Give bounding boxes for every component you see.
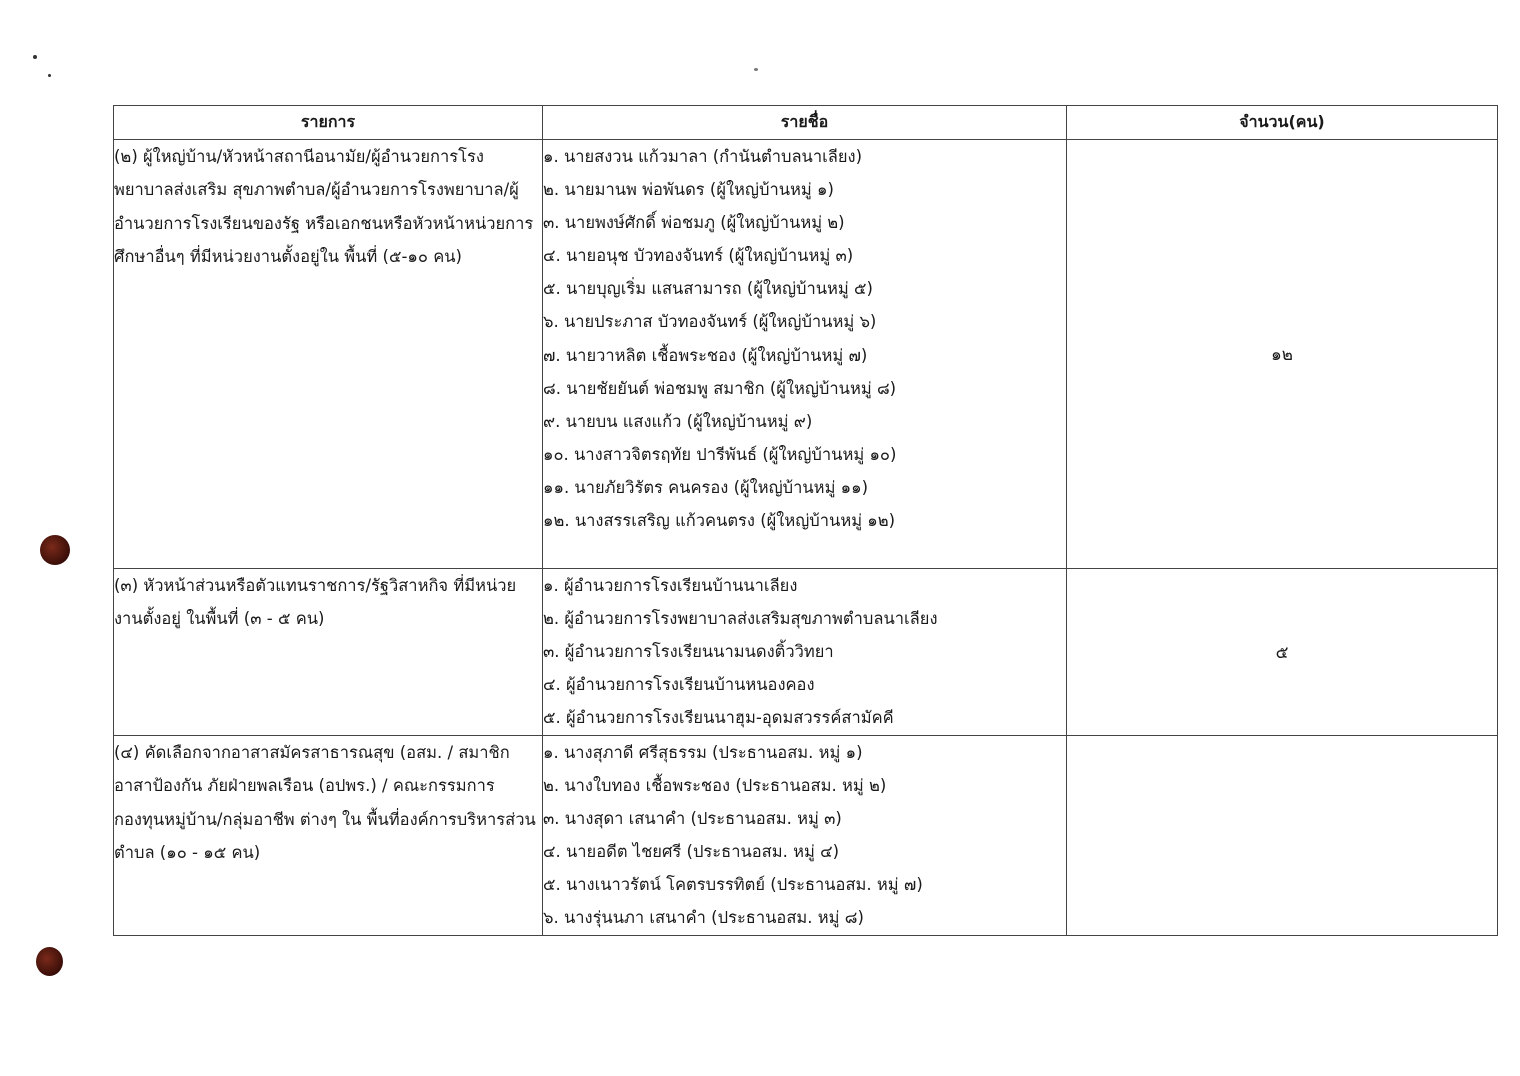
committee-table <box>113 105 1498 936</box>
row-count: ๑๒ <box>1067 140 1498 569</box>
name-item: ๑. นางสุภาดี ศรีสุธรรม (ประธานอสม. หมู่ ๑) <box>543 743 863 762</box>
row-names <box>543 140 1067 569</box>
header-items: รายการ <box>114 106 543 140</box>
name-item: ๓. นางสุดา เสนาคำ (ประธานอสม. หมู่ ๓) <box>543 809 842 829</box>
name-item: ๒. นางใบทอง เชื้อพระชอง (ประธานอสม. หมู่ ๒) <box>543 776 887 796</box>
row-category: (๔) คัดเลือกจากอาสาสมัครสาธารณสุข (อสม. / สมาชิกอาสาป้องกัน ภัยฝ่ายพลเรือน (อปพร.) / คณะกรรมการกองทุนหมู่บ้าน/กลุ่มอาชีพ ต่างๆ ใน พื้นที่องค์การบริหารส่วนตำบล (๑๐ - ๑๕ คน) <box>114 736 543 936</box>
name-item: ๘. นายชัยยันต์ พ่อชมพู สมาชิก (ผู้ใหญ่บ้านหมู่ ๘) <box>543 378 897 398</box>
name-item: ๑. นายสงวน แก้วมาลา (กำนันตำบลนาเลียง) <box>543 147 863 166</box>
table-header-row <box>114 106 1498 140</box>
name-item: ๑. ผู้อำนวยการโรงเรียนบ้านนาเลียง <box>543 576 798 595</box>
scan-speck <box>48 74 51 77</box>
name-item: ๑๒. นางสรรเสริญ แก้วคนตรง (ผู้ใหญ่บ้านหมู่ ๑๒) <box>543 511 896 531</box>
table-row <box>114 569 1498 736</box>
row-names <box>543 736 1067 936</box>
name-item: ๔. นายอดีต ไชยศรี (ประธานอสม. หมู่ ๔) <box>543 842 840 862</box>
name-item: ๗. นายวาหลิต เชื้อพระชอง (ผู้ใหญ่บ้านหมู่ ๗) <box>543 345 868 365</box>
scan-speck <box>33 55 37 59</box>
row-count: ๕ <box>1067 569 1498 736</box>
header-count: จำนวน(คน) <box>1067 106 1498 140</box>
name-item: ๑๑. นายภัยวิรัตร คนครอง (ผู้ใหญ่บ้านหมู่ ๑๑) <box>543 477 869 497</box>
table-row <box>114 140 1498 569</box>
row-names <box>543 569 1067 736</box>
name-item: ๒. ผู้อำนวยการโรงพยาบาลส่งเสริมสุขภาพตำบลนาเลียง <box>543 609 938 629</box>
name-item: ๕. นายบุญเริ่ม แสนสามารถ (ผู้ใหญ่บ้านหมู่ ๕) <box>543 279 873 299</box>
row-category: (๒) ผู้ใหญ่บ้าน/หัวหน้าสถานีอนามัย/ผู้อำนวยการโรงพยาบาลส่งเสริม สุขภาพตำบล/ผู้อำนวยการโรงพยาบาล/ผู้อำนวยการโรงเรียนของรัฐ หรือเอกชนหรือหัวหน้าหน่วยการศึกษาอื่นๆ ที่มีหน่วยงานตั้งอยู่ใน พื้นที่ (๕-๑๐ คน) <box>114 140 543 569</box>
punch-hole <box>36 947 63 976</box>
name-item: ๕. ผู้อำนวยการโรงเรียนนาฮุม-อุดมสวรรค์สามัคคี <box>543 708 894 728</box>
name-item: ๙. นายบน แสงแก้ว (ผู้ใหญ่บ้านหมู่ ๙) <box>543 411 813 431</box>
name-item: ๕. นางเนาวรัตน์ โคตรบรรทิตย์ (ประธานอสม. หมู่ ๗) <box>543 875 923 895</box>
name-item: ๑๐. นางสาวจิตรฤทัย ปารีพันธ์ (ผู้ใหญ่บ้านหมู่ ๑๐) <box>543 444 897 464</box>
name-item: ๓. ผู้อำนวยการโรงเรียนนามนดงติ้ววิทยา <box>543 642 834 662</box>
row-category: (๓) หัวหน้าส่วนหรือตัวแทนราชการ/รัฐวิสาหกิจ ที่มีหน่วยงานตั้งอยู่ ในพื้นที่ (๓ - ๕ คน) <box>114 569 543 736</box>
row-count <box>1067 736 1498 936</box>
punch-hole <box>40 535 70 565</box>
table-row <box>114 736 1498 936</box>
name-item: ๔. นายอนุช บัวทองจันทร์ (ผู้ใหญ่บ้านหมู่ ๓) <box>543 246 854 266</box>
scan-speck <box>754 68 758 71</box>
name-item: ๖. นางรุ่นนภา เสนาคำ (ประธานอสม. หมู่ ๘) <box>543 908 864 928</box>
name-item: ๖. นายประภาส บัวทองจันทร์ (ผู้ใหญ่บ้านหมู่ ๖) <box>543 312 877 332</box>
name-item: ๓. นายพงษ์ศักดิ์ พ่อชมภู (ผู้ใหญ่บ้านหมู่ ๒) <box>543 213 845 233</box>
header-names: รายชื่อ <box>543 106 1067 140</box>
name-item: ๔. ผู้อำนวยการโรงเรียนบ้านหนองคอง <box>543 675 815 695</box>
name-item: ๒. นายมานพ พ่อพันดร (ผู้ใหญ่บ้านหมู่ ๑) <box>543 180 834 200</box>
